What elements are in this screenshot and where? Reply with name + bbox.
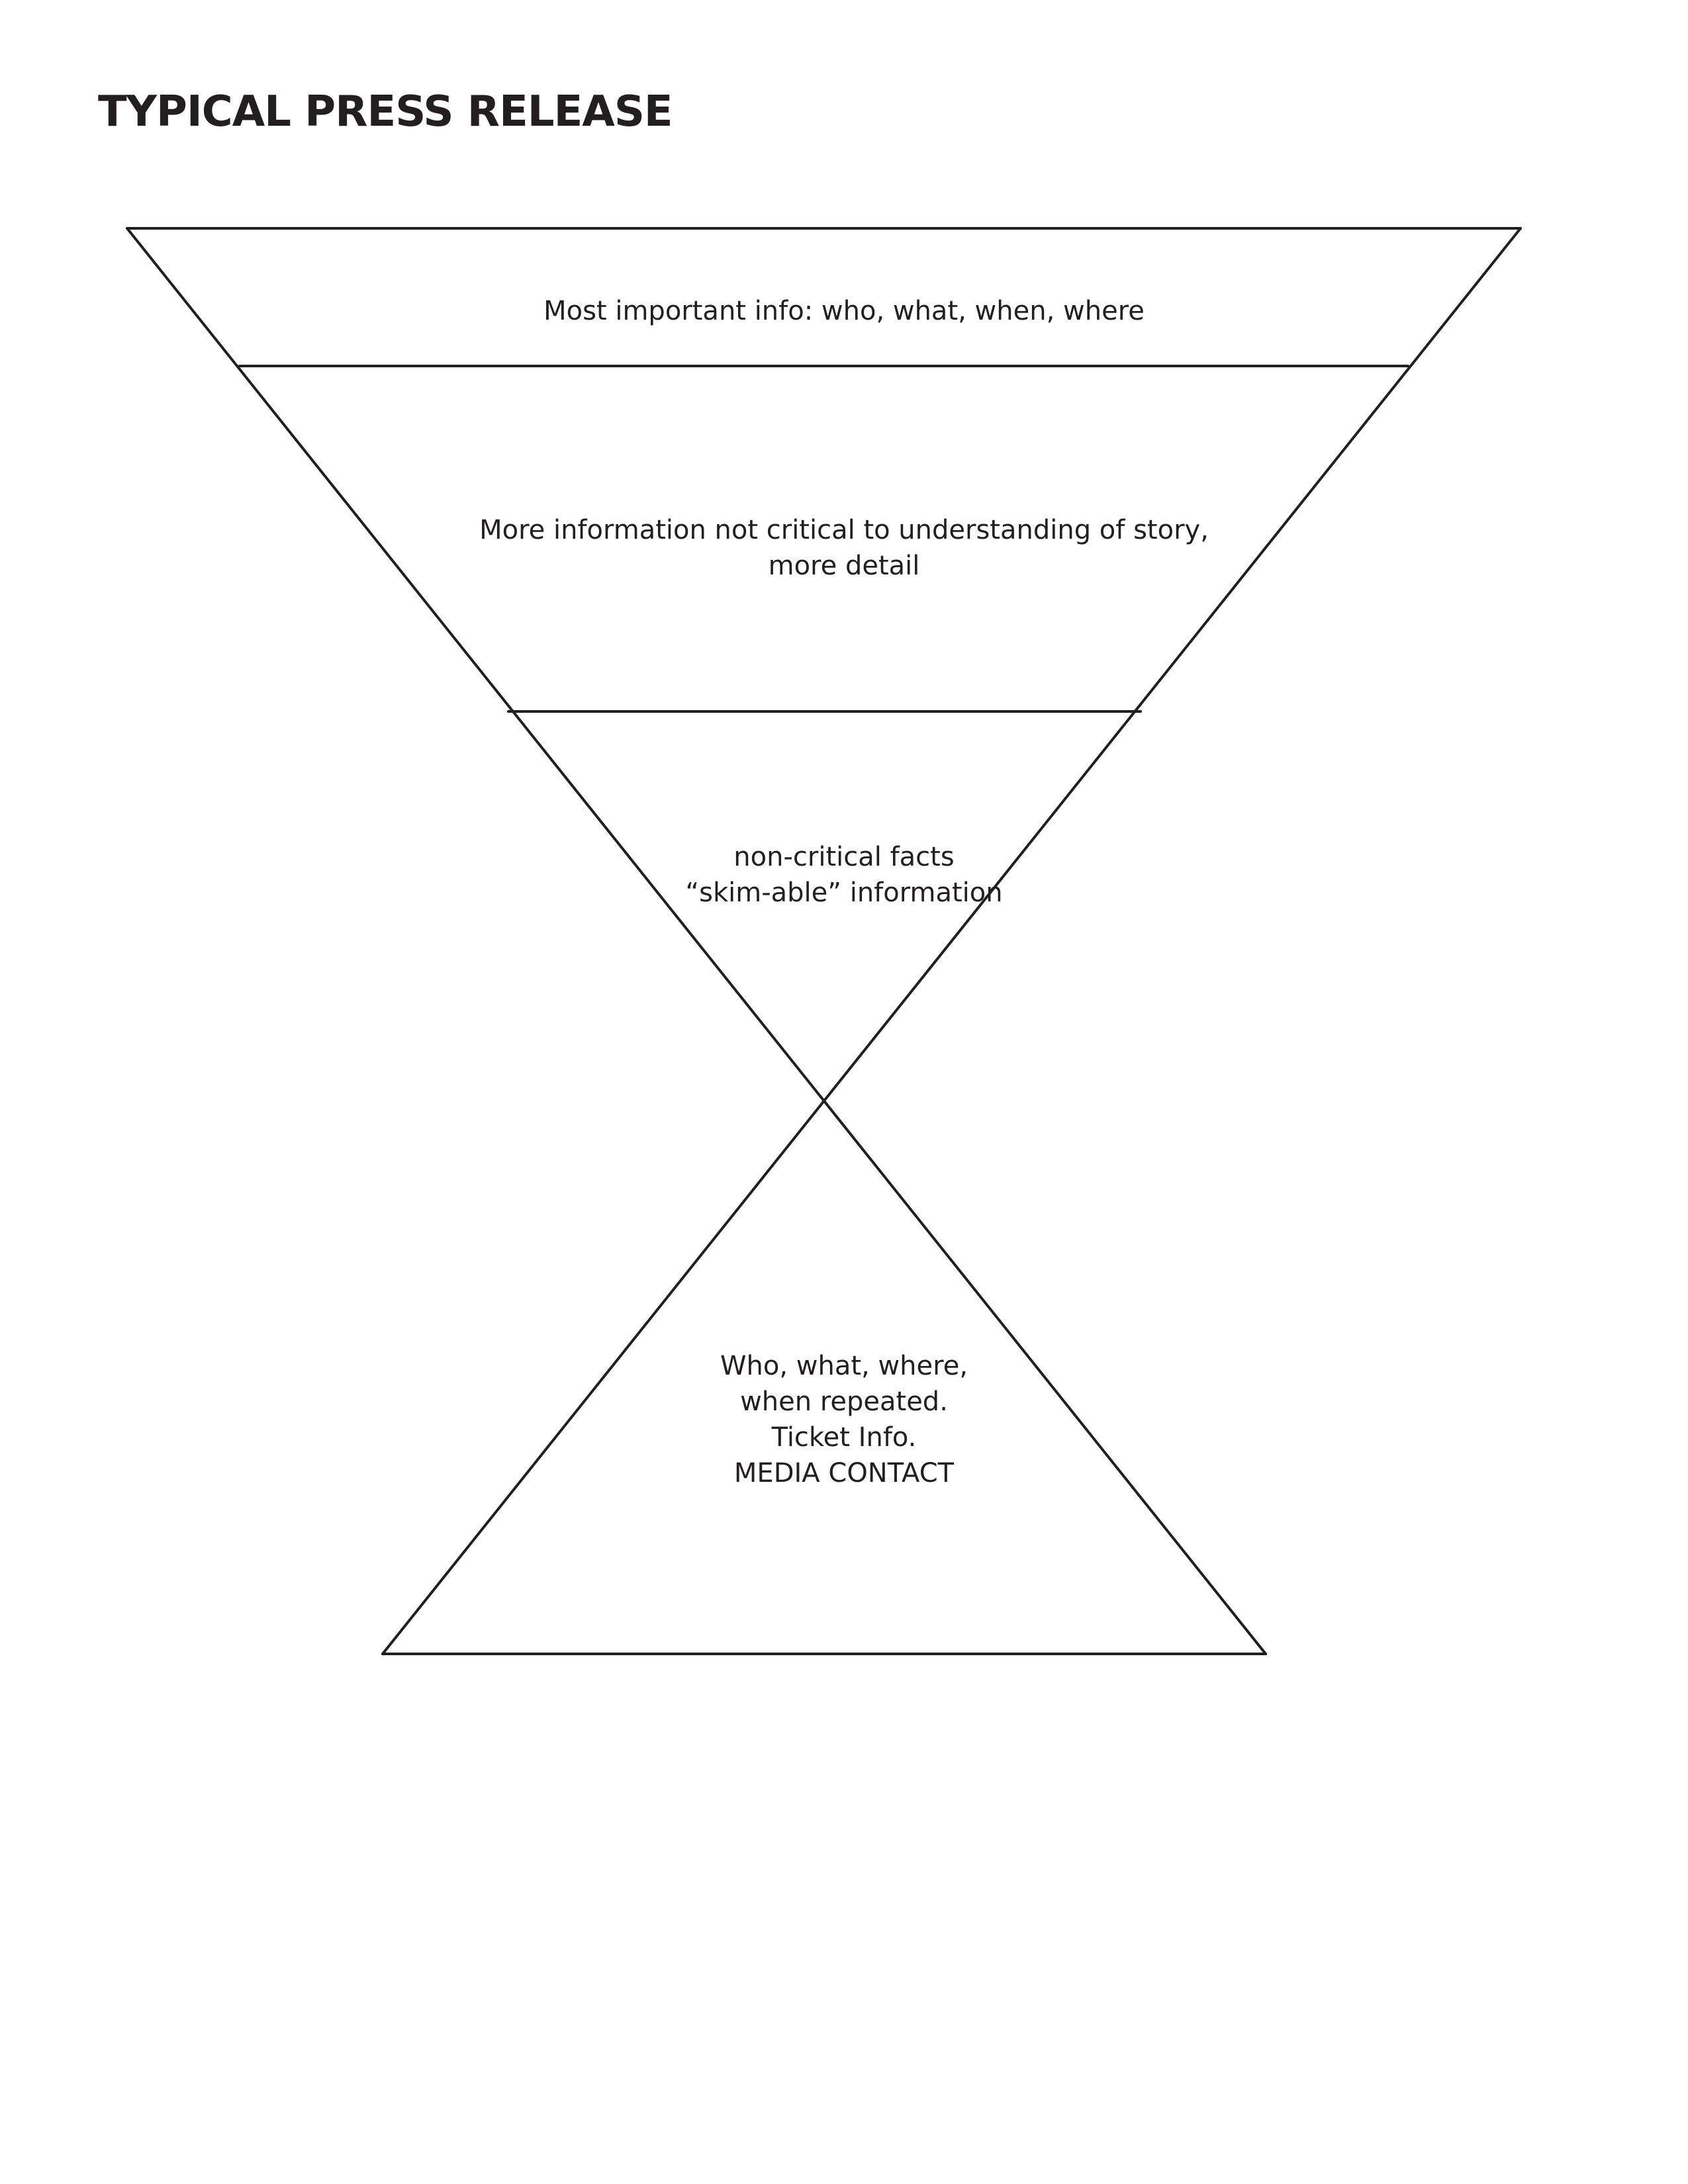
section-lower-line-1: non-critical facts — [733, 842, 955, 872]
section-top-line-1: Most important info: who, what, when, where — [543, 296, 1145, 326]
section-middle-line-2: more detail — [768, 551, 920, 581]
section-middle-line-1: More information not critical to understanding of story, — [479, 515, 1209, 545]
section-middle-label — [479, 512, 1209, 584]
section-lower-label — [685, 839, 1002, 911]
section-bottom-line-4: MEDIA CONTACT — [733, 1458, 955, 1488]
section-bottom-line-2: when repeated. — [740, 1387, 948, 1417]
section-bottom-label — [720, 1348, 968, 1491]
section-bottom-line-1: Who, what, where, — [720, 1351, 968, 1381]
section-bottom-line-3: Ticket Info. — [771, 1422, 917, 1453]
section-top-label — [543, 293, 1145, 329]
section-lower-line-2: “skim-able” information — [685, 878, 1003, 908]
left-diagonal-line — [127, 228, 1266, 1654]
page-title: TYPICAL PRESS RELEASE — [98, 87, 673, 136]
